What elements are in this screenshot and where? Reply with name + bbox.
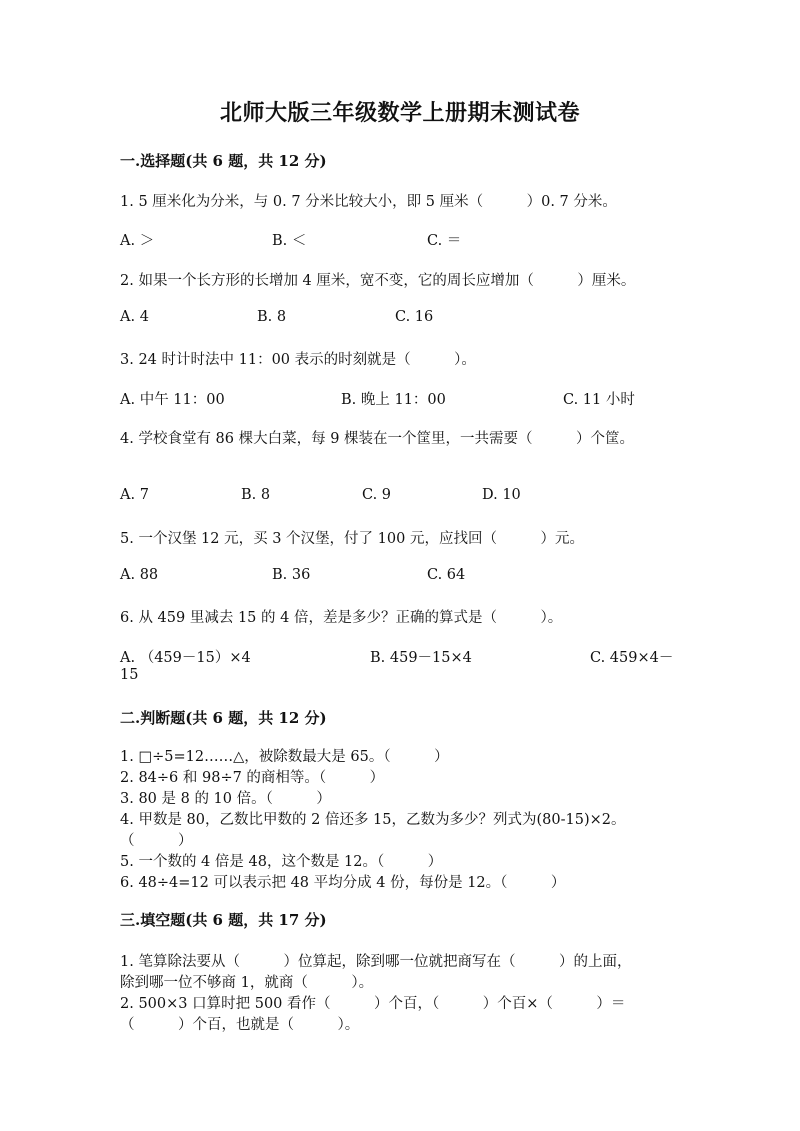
fill-blank-item: 1. 笔算除法要从（ ）位算起，除到哪一位就把商写在（ ）的上面，	[120, 954, 632, 970]
option-a: A. 4	[120, 309, 149, 325]
section-heading-choice: 一.选择题(共 6 题，共 12 分)	[120, 152, 327, 170]
option-c: C. 9	[362, 487, 392, 503]
option-a: A. （459－15）×4	[120, 650, 251, 666]
option-b: B. 8	[241, 487, 271, 503]
question-text: 1. 5 厘米化为分米，与 0. 7 分米比较大小，即 5 厘米（ ）0. 7 分米。	[120, 194, 617, 210]
question-text: 3. 24 时计时法中 11：00 表示的时刻就是（ ）。	[120, 352, 476, 368]
fill-blank-item-continued: （ ）个百，也就是（ ）。	[120, 1017, 360, 1033]
judgement-item: 4. 甲数是 80，乙数比甲数的 2 倍还多 15，乙数为多少？列式为(80-15)×2。	[120, 812, 626, 828]
option-c: C. 16	[395, 309, 434, 325]
option-a: A. 7	[120, 487, 149, 503]
page-title: 北师大版三年级数学上册期末测试卷	[219, 100, 580, 126]
option-a: A. 中午 11：00	[120, 392, 225, 408]
fill-blank-item-continued: 除到哪一位不够商 1，就商（ ）。	[120, 975, 374, 991]
section-heading-judgement: 二.判断题(共 6 题，共 12 分)	[120, 709, 327, 727]
option-d: D. 10	[482, 487, 521, 503]
option-b: B. 36	[272, 567, 311, 583]
question-text: 4. 学校食堂有 86 棵大白菜，每 9 棵装在一个筐里，一共需要（ ）个筐。	[120, 431, 635, 447]
option-c-continued: 15	[120, 667, 139, 683]
judgement-item: 3. 80 是 8 的 10 倍。（ ）	[120, 791, 331, 807]
option-a: A. ＞	[120, 233, 155, 249]
question-text: 5. 一个汉堡 12 元，买 3 个汉堡，付了 100 元，应找回（ ）元。	[120, 531, 584, 547]
option-c: C. 459×4－	[590, 650, 674, 666]
judgement-item-continued: （ ）	[120, 833, 193, 849]
option-b: B. ＜	[272, 233, 307, 249]
question-text: 2. 如果一个长方形的长增加 4 厘米，宽不变，它的周长应增加（ ）厘米。	[120, 273, 636, 289]
question-text: 6. 从 459 里减去 15 的 4 倍，差是多少？正确的算式是（ ）。	[120, 610, 563, 626]
option-c: C. 11 小时	[563, 392, 635, 408]
option-b: B. 晚上 11：00	[341, 392, 446, 408]
option-b: B. 8	[257, 309, 287, 325]
judgement-item: 6. 48÷4=12 可以表示把 48 平均分成 4 份，每份是 12。（ ）	[120, 875, 566, 891]
option-a: A. 88	[120, 567, 159, 583]
judgement-item: 1. □÷5=12……△，被除数最大是 65。（ ）	[120, 749, 449, 765]
judgement-item: 5. 一个数的 4 倍是 48，这个数是 12。（ ）	[120, 854, 443, 870]
fill-blank-item: 2. 500×3 口算时把 500 看作（ ）个百，（ ）个百×（ ）＝	[120, 996, 626, 1012]
option-b: B. 459－15×4	[370, 650, 472, 666]
judgement-item: 2. 84÷6 和 98÷7 的商相等。（ ）	[120, 770, 385, 786]
section-heading-fill-blank: 三.填空题(共 6 题，共 17 分)	[120, 911, 327, 929]
option-c: C. ＝	[427, 233, 462, 249]
option-c: C. 64	[427, 567, 466, 583]
